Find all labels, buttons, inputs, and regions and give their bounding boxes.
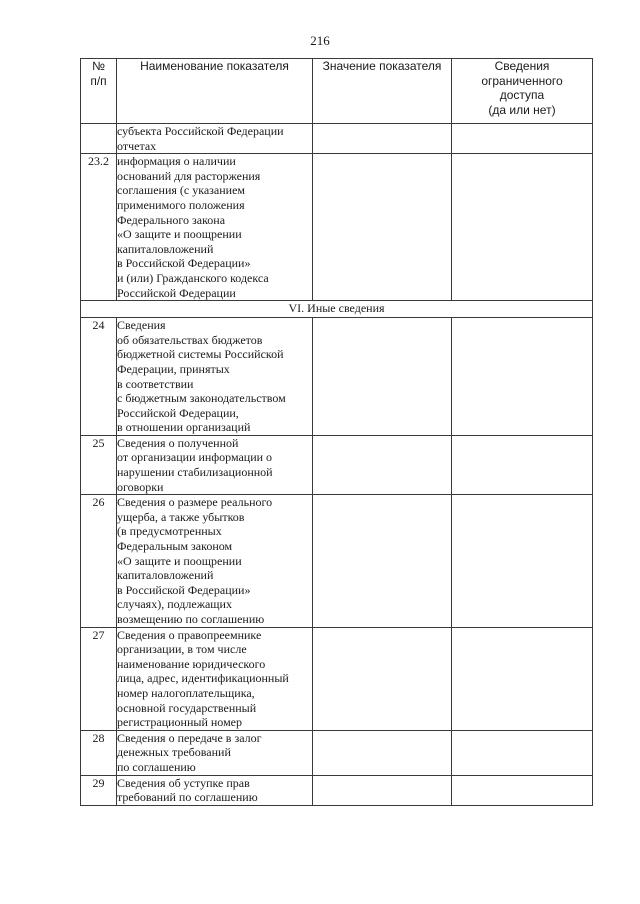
row-name: информация о наличии оснований для расторжения соглашения (с указанием применимого положения Федерального закона «О защите и поощрении капиталовложений в Российской Федерации» и (или) Гражданского кодекса Российской Федерации <box>117 154 313 301</box>
row-value-cell <box>313 154 452 301</box>
column-header-name: Наименование показателя <box>117 59 313 124</box>
section-title: VI. Иные сведения <box>81 301 593 318</box>
column-header-value: Значение показателя <box>313 59 452 124</box>
row-number: 29 <box>81 775 117 805</box>
table-row <box>81 154 593 301</box>
row-name: Сведения о правопреемнике организации, в том числе наименование юридического лица, адрес, идентификационный номер налогоплательщика, основной государственный регистрационный номер <box>117 627 313 730</box>
row-restricted-cell <box>452 627 593 730</box>
row-value-cell <box>313 318 452 436</box>
row-value-cell <box>313 775 452 805</box>
row-number: 26 <box>81 495 117 627</box>
column-header-restricted: Сведения ограниченного доступа (да или нет) <box>452 59 593 124</box>
row-name: Сведения о полученной от организации информации о нарушении стабилизационной оговорки <box>117 435 313 494</box>
row-value-cell <box>313 730 452 775</box>
row-restricted-cell <box>452 124 593 154</box>
table-header-row <box>81 59 593 124</box>
row-value-cell <box>313 435 452 494</box>
row-name: Сведения о размере реального ущерба, а также убытков (в предусмотренных Федеральным законом «О защите и поощрении капиталовложений в Российской Федерации» случаях), подлежащих возмещению по соглашению <box>117 495 313 627</box>
table-row <box>81 495 593 627</box>
row-value-cell <box>313 627 452 730</box>
row-number: 27 <box>81 627 117 730</box>
row-number: 23.2 <box>81 154 117 301</box>
row-number: 25 <box>81 435 117 494</box>
row-number: 24 <box>81 318 117 436</box>
row-name: Сведения об уступке прав требований по соглашению <box>117 775 313 805</box>
table-row <box>81 318 593 436</box>
section-row <box>81 301 593 318</box>
table-row <box>81 627 593 730</box>
row-name: Сведения о передаче в залог денежных требований по соглашению <box>117 730 313 775</box>
row-value-cell <box>313 495 452 627</box>
row-name: субъекта Российской Федерации отчетах <box>117 124 313 154</box>
row-restricted-cell <box>452 154 593 301</box>
table-row <box>81 730 593 775</box>
table-row <box>81 435 593 494</box>
row-name: Сведения об обязательствах бюджетов бюджетной системы Российской Федерации, принятых в соответствии с бюджетным законодательством Российской Федерации, в отношении организаций <box>117 318 313 436</box>
row-restricted-cell <box>452 730 593 775</box>
table-row <box>81 775 593 805</box>
table-row <box>81 124 593 154</box>
row-restricted-cell <box>452 495 593 627</box>
row-number: 28 <box>81 730 117 775</box>
page-number: 216 <box>310 33 330 48</box>
row-restricted-cell <box>452 318 593 436</box>
row-restricted-cell <box>452 775 593 805</box>
row-number <box>81 124 117 154</box>
indicators-table <box>80 58 593 806</box>
row-value-cell <box>313 124 452 154</box>
row-restricted-cell <box>452 435 593 494</box>
column-header-number: № п/п <box>81 59 117 124</box>
